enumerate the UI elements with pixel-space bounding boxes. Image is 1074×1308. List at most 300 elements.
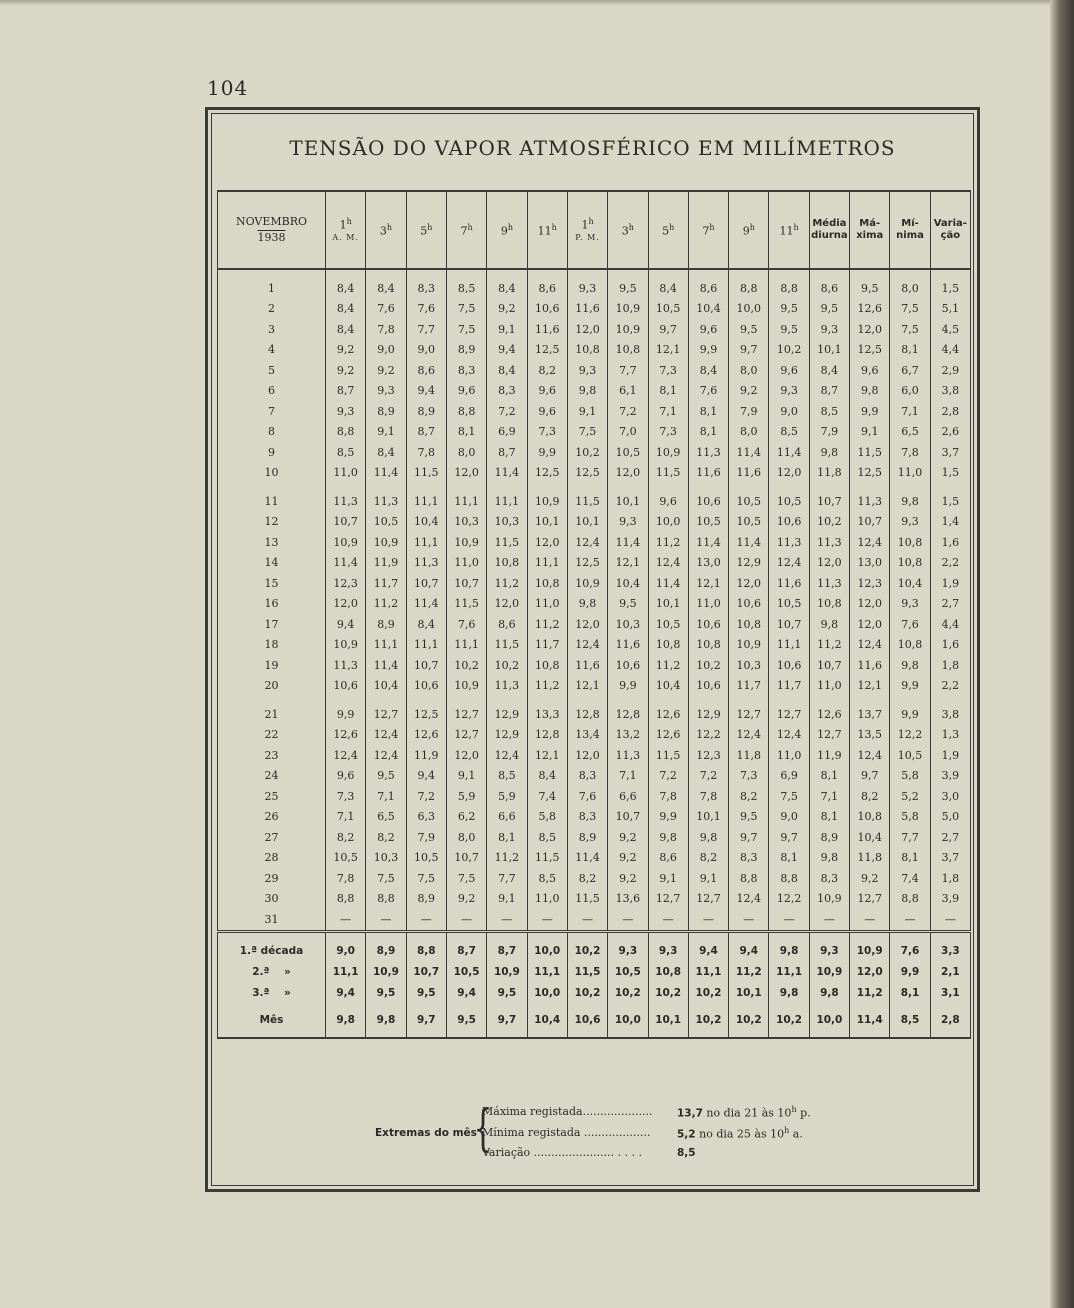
value-cell: 7,7	[487, 868, 527, 889]
value-cell: 7,2	[406, 786, 446, 807]
value-cell: 9,6	[527, 401, 567, 422]
value-cell: 10,9	[608, 319, 648, 340]
value-cell: 10,8	[688, 635, 728, 656]
value-cell: 10,9	[326, 635, 366, 656]
table-row	[218, 635, 971, 656]
day-cell: 26	[218, 807, 326, 828]
value-cell: 10,9	[527, 483, 567, 512]
value-cell: 12,5	[406, 696, 446, 725]
value-cell: 9,2	[366, 360, 406, 381]
value-cell: 10,6	[326, 676, 366, 697]
value-cell: 2,6	[930, 422, 970, 443]
page-binding-edge	[1050, 0, 1074, 1308]
value-cell: 9,8	[890, 483, 930, 512]
value-cell: 10,8	[890, 532, 930, 553]
value-cell: 8,1	[688, 401, 728, 422]
value-cell: 11,9	[366, 553, 406, 574]
value-cell: 10,8	[608, 340, 648, 361]
summary-value-cell: 10,9	[809, 962, 849, 983]
value-cell: 9,5	[809, 299, 849, 320]
value-cell: 1,6	[930, 532, 970, 553]
value-cell: 9,3	[326, 401, 366, 422]
value-cell: 13,3	[527, 696, 567, 725]
value-cell: 12,2	[688, 725, 728, 746]
value-cell: 9,8	[809, 442, 849, 463]
value-cell: —	[567, 909, 607, 931]
day-cell: 8	[218, 422, 326, 443]
value-cell: 10,4	[850, 827, 890, 848]
value-cell: 10,2	[487, 655, 527, 676]
value-cell: 5,2	[890, 786, 930, 807]
summary-value-cell: 9,5	[446, 1004, 486, 1038]
value-cell: 7,5	[769, 786, 809, 807]
value-cell: 7,1	[608, 766, 648, 787]
table-row	[218, 745, 971, 766]
summary-value-cell: 9,4	[688, 931, 728, 962]
summary-value-cell: 9,9	[890, 962, 930, 983]
value-cell: 3,7	[930, 442, 970, 463]
value-cell: 11,8	[809, 463, 849, 484]
value-cell: 11,2	[487, 573, 527, 594]
header-col-top: Mí-	[901, 218, 919, 229]
value-cell: 11,3	[809, 532, 849, 553]
summary-value-cell: 10,2	[688, 1004, 728, 1038]
summary-value-cell: 8,9	[366, 931, 406, 962]
value-cell: 11,3	[688, 442, 728, 463]
value-cell: 11,3	[326, 655, 366, 676]
day-cell: 31	[218, 909, 326, 931]
value-cell: 8,8	[729, 269, 769, 299]
header-col-14	[890, 191, 930, 269]
value-cell: 10,7	[809, 483, 849, 512]
value-cell: 2,8	[930, 401, 970, 422]
month-extremes	[211, 1093, 974, 1163]
summary-value-cell: 8,8	[406, 931, 446, 962]
value-cell: 8,8	[326, 889, 366, 910]
summary-value-cell: 10,1	[729, 983, 769, 1004]
value-cell: 1,4	[930, 512, 970, 533]
value-cell: —	[608, 909, 648, 931]
value-cell: 8,7	[809, 381, 849, 402]
value-cell: 9,8	[648, 827, 688, 848]
header-col-4	[487, 191, 527, 269]
summary-value-cell: 10,2	[567, 931, 607, 962]
value-cell: 9,0	[769, 807, 809, 828]
value-cell: 11,9	[809, 745, 849, 766]
value-cell: 9,0	[769, 401, 809, 422]
summary-value-cell: 9,3	[608, 931, 648, 962]
value-cell: 10,6	[729, 594, 769, 615]
value-cell: 9,3	[608, 512, 648, 533]
value-cell: 9,1	[688, 868, 728, 889]
extremes-max-suffix: p.	[796, 1106, 811, 1120]
value-cell: 10,9	[326, 532, 366, 553]
value-cell: 12,0	[326, 594, 366, 615]
extremes-var-value-group	[677, 1146, 696, 1159]
table-row	[218, 827, 971, 848]
value-cell: 10,5	[890, 745, 930, 766]
value-cell: 10,5	[729, 483, 769, 512]
day-cell: 13	[218, 532, 326, 553]
summary-value-cell: 10,8	[648, 962, 688, 983]
day-cell: 30	[218, 889, 326, 910]
summary-value-cell: 10,0	[527, 983, 567, 1004]
value-cell: 8,5	[769, 422, 809, 443]
summary-label-cell: 2.ª »	[218, 962, 326, 983]
value-cell: 12,7	[688, 889, 728, 910]
value-cell: 12,7	[850, 889, 890, 910]
day-cell: 1	[218, 269, 326, 299]
value-cell: 11,4	[608, 532, 648, 553]
value-cell: 8,6	[648, 848, 688, 869]
value-cell: 11,3	[326, 483, 366, 512]
header-col-13	[850, 191, 890, 269]
value-cell: 11,2	[527, 676, 567, 697]
header-col-bottom: ção	[940, 230, 961, 241]
header-col-sup: h	[386, 223, 393, 233]
day-cell: 3	[218, 319, 326, 340]
header-col-10	[729, 191, 769, 269]
header-col-top: 7	[460, 224, 468, 238]
extremes-min-suffix: a.	[789, 1127, 803, 1141]
value-cell: 12,1	[527, 745, 567, 766]
value-cell: 13,0	[688, 553, 728, 574]
value-cell: 7,3	[648, 422, 688, 443]
value-cell: 9,0	[366, 340, 406, 361]
value-cell: 10,1	[809, 340, 849, 361]
value-cell: 10,2	[809, 512, 849, 533]
value-cell: 8,9	[446, 340, 486, 361]
value-cell: 10,2	[769, 340, 809, 361]
header-col-15	[930, 191, 970, 269]
header-col-bottom: nima	[896, 230, 924, 241]
value-cell: 11,5	[648, 745, 688, 766]
value-cell: 4,5	[930, 319, 970, 340]
value-cell: —	[688, 909, 728, 931]
value-cell: 7,4	[890, 868, 930, 889]
value-cell: 9,2	[850, 868, 890, 889]
value-cell: 11,5	[850, 442, 890, 463]
value-cell: 6,7	[890, 360, 930, 381]
summary-value-cell: 7,6	[890, 931, 930, 962]
value-cell: —	[406, 909, 446, 931]
value-cell: 10,5	[366, 512, 406, 533]
value-cell: 7,5	[406, 868, 446, 889]
value-cell: 11,7	[729, 676, 769, 697]
value-cell: 7,3	[527, 422, 567, 443]
value-cell: 13,5	[850, 725, 890, 746]
table-row	[218, 381, 971, 402]
value-cell: 13,4	[567, 725, 607, 746]
value-cell: 9,9	[890, 696, 930, 725]
value-cell: 9,3	[366, 381, 406, 402]
value-cell: 8,8	[366, 889, 406, 910]
value-cell: 12,4	[729, 889, 769, 910]
day-cell: 4	[218, 340, 326, 361]
value-cell: 12,5	[567, 463, 607, 484]
value-cell: 9,8	[688, 827, 728, 848]
extremes-var-row	[482, 1146, 696, 1162]
summary-value-cell: 11,5	[567, 962, 607, 983]
summary-row	[218, 931, 971, 962]
value-cell: 10,7	[406, 573, 446, 594]
value-cell: —	[809, 909, 849, 931]
value-cell: 10,6	[406, 676, 446, 697]
extremes-min-label: Mínima registada ...................	[482, 1126, 651, 1139]
header-col-5	[527, 191, 567, 269]
value-cell: 8,4	[366, 442, 406, 463]
header-col-sup: h	[467, 223, 473, 233]
value-cell: 7,8	[366, 319, 406, 340]
header-month-cell	[218, 191, 326, 269]
value-cell: 11,3	[850, 483, 890, 512]
value-cell: 8,4	[326, 319, 366, 340]
value-cell: 9,7	[729, 340, 769, 361]
day-cell: 12	[218, 512, 326, 533]
summary-label-cell: 3.ª »	[218, 983, 326, 1004]
value-cell: 10,5	[648, 299, 688, 320]
value-cell: 9,7	[729, 827, 769, 848]
summary-value-cell: 10,7	[406, 962, 446, 983]
value-cell: 10,7	[326, 512, 366, 533]
summary-value-cell: 11,1	[769, 962, 809, 983]
value-cell: 11,6	[567, 299, 607, 320]
value-cell: 8,1	[487, 827, 527, 848]
value-cell: 13,0	[850, 553, 890, 574]
value-cell: 7,6	[446, 614, 486, 635]
value-cell: 11,2	[648, 532, 688, 553]
value-cell: 11,5	[527, 848, 567, 869]
value-cell: 9,4	[326, 614, 366, 635]
value-cell: 8,7	[487, 442, 527, 463]
value-cell: 12,2	[890, 725, 930, 746]
summary-value-cell: 3,3	[930, 931, 970, 962]
value-cell: 11,3	[487, 676, 527, 697]
value-cell: 10,2	[446, 655, 486, 676]
value-cell: 9,5	[850, 269, 890, 299]
value-cell: 7,7	[608, 360, 648, 381]
extremes-min-value: 5,2	[677, 1128, 696, 1141]
value-cell: 9,5	[769, 299, 809, 320]
value-cell: 8,8	[769, 269, 809, 299]
header-col-bottom: diurna	[811, 230, 848, 241]
value-cell: 12,1	[850, 676, 890, 697]
value-cell: 7,5	[446, 868, 486, 889]
value-cell: 7,3	[326, 786, 366, 807]
value-cell: —	[930, 909, 970, 931]
summary-value-cell: 10,9	[850, 931, 890, 962]
value-cell: 11,1	[366, 635, 406, 656]
value-cell: 10,4	[608, 573, 648, 594]
value-cell: 9,4	[406, 381, 446, 402]
day-cell: 6	[218, 381, 326, 402]
value-cell: 10,8	[567, 340, 607, 361]
value-cell: 8,1	[890, 848, 930, 869]
value-cell: 9,5	[366, 766, 406, 787]
value-cell: 12,7	[809, 725, 849, 746]
value-cell: 8,4	[326, 269, 366, 299]
value-cell: 8,1	[648, 381, 688, 402]
value-cell: 12,6	[648, 696, 688, 725]
header-col-sup: h	[749, 223, 755, 233]
value-cell: 8,2	[527, 360, 567, 381]
value-cell: 7,9	[729, 401, 769, 422]
value-cell: —	[446, 909, 486, 931]
value-cell: 8,9	[406, 889, 446, 910]
value-cell: 8,1	[446, 422, 486, 443]
value-cell: 11,1	[446, 483, 486, 512]
value-cell: 12,7	[446, 725, 486, 746]
value-cell: 1,5	[930, 463, 970, 484]
value-cell: 10,6	[688, 614, 728, 635]
header-col-11	[769, 191, 809, 269]
value-cell: 10,9	[648, 442, 688, 463]
value-cell: 11,6	[729, 463, 769, 484]
value-cell: 10,9	[608, 299, 648, 320]
table-row	[218, 463, 971, 484]
value-cell: 7,9	[809, 422, 849, 443]
value-cell: 9,8	[567, 381, 607, 402]
value-cell: 12,7	[729, 696, 769, 725]
value-cell: 8,2	[366, 827, 406, 848]
value-cell: 9,3	[567, 269, 607, 299]
header-col-top: 9	[742, 224, 750, 238]
value-cell: 10,3	[729, 655, 769, 676]
value-cell: 12,0	[729, 573, 769, 594]
value-cell: 9,2	[326, 360, 366, 381]
value-cell: 12,0	[446, 463, 486, 484]
value-cell: 11,4	[366, 655, 406, 676]
value-cell: 11,6	[769, 573, 809, 594]
day-cell: 21	[218, 696, 326, 725]
value-cell: 10,2	[688, 655, 728, 676]
value-cell: 8,0	[729, 422, 769, 443]
value-cell: 11,3	[366, 483, 406, 512]
value-cell: 9,1	[366, 422, 406, 443]
value-cell: 12,6	[809, 696, 849, 725]
value-cell: 7,1	[366, 786, 406, 807]
value-cell: 12,1	[608, 553, 648, 574]
day-cell: 24	[218, 766, 326, 787]
table-row	[218, 786, 971, 807]
value-cell: 10,3	[608, 614, 648, 635]
table-row	[218, 868, 971, 889]
value-cell: 9,5	[729, 807, 769, 828]
value-cell: 10,6	[527, 299, 567, 320]
value-cell: 9,0	[406, 340, 446, 361]
summary-value-cell: 9,0	[326, 931, 366, 962]
summary-value-cell: 10,2	[769, 1004, 809, 1038]
summary-value-cell: 9,5	[366, 983, 406, 1004]
value-cell: 10,1	[608, 483, 648, 512]
value-cell: 11,3	[809, 573, 849, 594]
value-cell: 6,2	[446, 807, 486, 828]
value-cell: 9,3	[890, 594, 930, 615]
header-month: NOVEMBRO	[235, 215, 308, 228]
value-cell: 7,6	[406, 299, 446, 320]
header-col-sup: h	[346, 217, 352, 227]
header-col-top: 5	[420, 224, 428, 238]
value-cell: 8,9	[366, 401, 406, 422]
summary-value-cell: 10,9	[366, 962, 406, 983]
page-number: 104	[207, 76, 249, 100]
value-cell: 12,3	[850, 573, 890, 594]
value-cell: 11,8	[729, 745, 769, 766]
value-cell: 6,0	[890, 381, 930, 402]
day-cell: 5	[218, 360, 326, 381]
table-row	[218, 299, 971, 320]
value-cell: 11,4	[688, 532, 728, 553]
value-cell: 11,5	[567, 889, 607, 910]
summary-value-cell: 3,1	[930, 983, 970, 1004]
value-cell: 9,4	[487, 340, 527, 361]
value-cell: 2,9	[930, 360, 970, 381]
value-cell: 12,0	[527, 532, 567, 553]
table-row	[218, 655, 971, 676]
value-cell: 6,5	[890, 422, 930, 443]
value-cell: 1,6	[930, 635, 970, 656]
value-cell: 11,0	[527, 594, 567, 615]
value-cell: 11,0	[769, 745, 809, 766]
value-cell: 12,0	[850, 614, 890, 635]
day-cell: 11	[218, 483, 326, 512]
value-cell: 12,7	[446, 696, 486, 725]
value-cell: 7,1	[809, 786, 849, 807]
table-row	[218, 512, 971, 533]
value-cell: 8,5	[487, 766, 527, 787]
value-cell: 8,3	[729, 848, 769, 869]
value-cell: —	[326, 909, 366, 931]
table-row	[218, 340, 971, 361]
value-cell: 12,7	[366, 696, 406, 725]
value-cell: 7,8	[406, 442, 446, 463]
extremes-min-value-group	[677, 1126, 803, 1141]
header-col-sup: h	[507, 223, 513, 233]
summary-value-cell: 10,4	[527, 1004, 567, 1038]
day-cell: 18	[218, 635, 326, 656]
value-cell: 12,0	[850, 319, 890, 340]
value-cell: 8,3	[567, 766, 607, 787]
value-cell: 7,8	[326, 868, 366, 889]
value-cell: 10,7	[850, 512, 890, 533]
value-cell: 5,9	[487, 786, 527, 807]
value-cell: 8,3	[406, 269, 446, 299]
header-col-top: 11	[537, 224, 552, 238]
value-cell: 9,8	[850, 381, 890, 402]
value-cell: 12,4	[366, 725, 406, 746]
summary-value-cell: 9,7	[406, 1004, 446, 1038]
value-cell: 11,2	[527, 614, 567, 635]
value-cell: 8,6	[688, 269, 728, 299]
summary-value-cell: 9,4	[326, 983, 366, 1004]
value-cell: 12,7	[648, 889, 688, 910]
value-cell: 11,0	[326, 463, 366, 484]
value-cell: 9,8	[567, 594, 607, 615]
value-cell: 8,6	[809, 269, 849, 299]
value-cell: 9,5	[729, 319, 769, 340]
value-cell: —	[850, 909, 890, 931]
value-cell: 8,0	[890, 269, 930, 299]
value-cell: 9,9	[648, 807, 688, 828]
value-cell: 3,9	[930, 766, 970, 787]
table-row	[218, 483, 971, 512]
value-cell: 9,6	[648, 483, 688, 512]
value-cell: 10,5	[608, 442, 648, 463]
summary-value-cell: 11,1	[688, 962, 728, 983]
value-cell: 9,4	[406, 766, 446, 787]
summary-value-cell: 9,8	[366, 1004, 406, 1038]
value-cell: 11,2	[366, 594, 406, 615]
